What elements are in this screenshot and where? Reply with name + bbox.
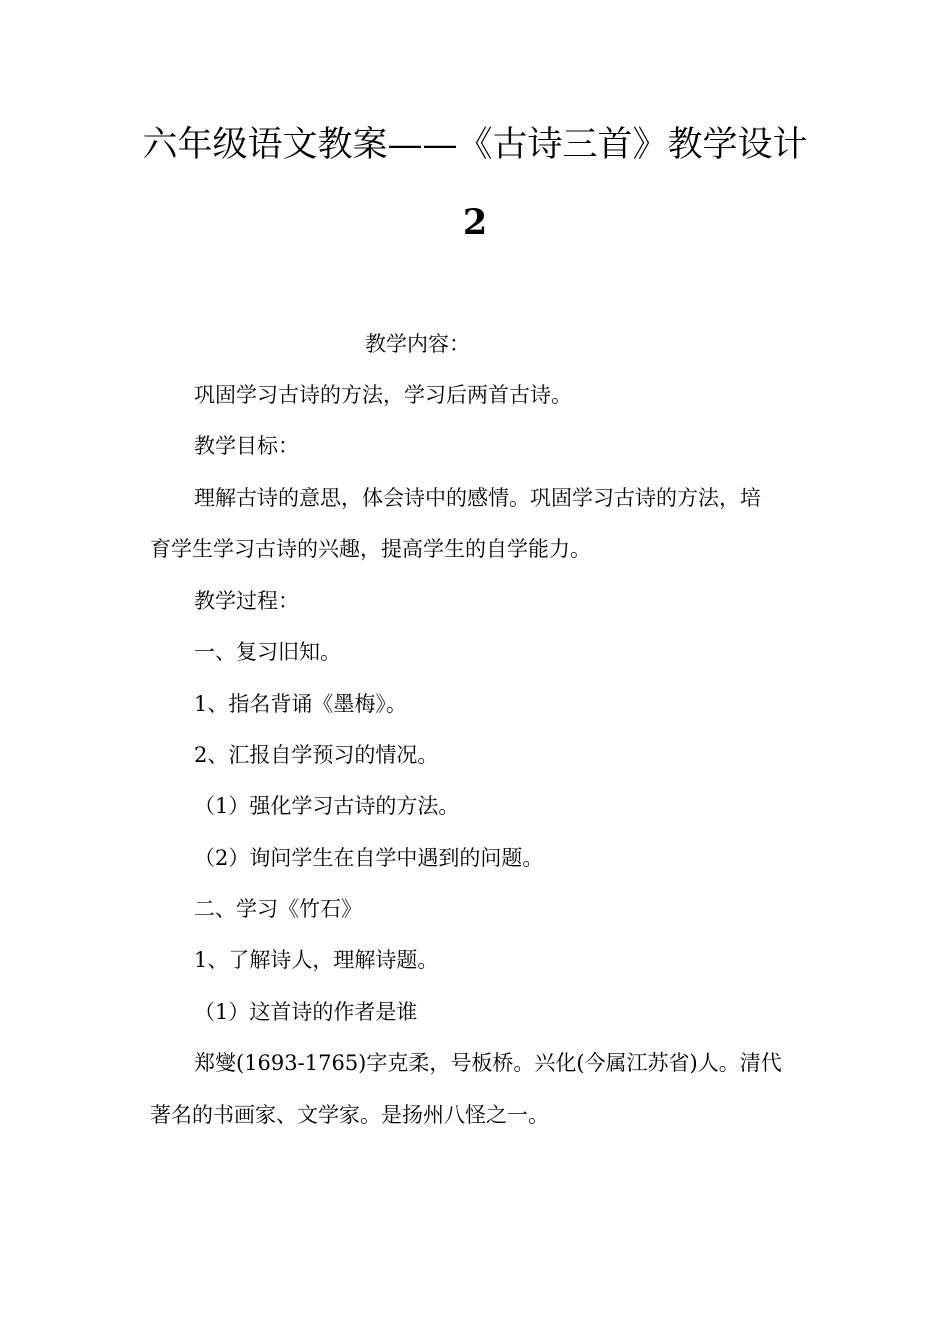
paragraph: 郑燮(1693-1765)字克柔，号板桥。兴化(今属江苏省)人。清代 [194,1051,782,1075]
list-item: 1、指名背诵《墨梅》。 [194,692,407,716]
list-item: 1、了解诗人，理解诗题。 [194,948,439,972]
list-item: （2）询问学生在自学中遇到的问题。 [194,846,544,870]
paragraph: 巩固学习古诗的方法，学习后两首古诗。 [194,383,572,407]
document-title-line-2: 2 [462,202,488,243]
paragraph-continuation: 著名的书画家、文学家。是扬州八怪之一。 [150,1103,549,1127]
section-heading-teaching-goals: 教学目标： [194,434,299,458]
list-item: 2、汇报自学预习的情况。 [194,743,439,767]
list-item: 一、复习旧知。 [194,640,341,664]
list-item: 二、学习《竹石》 [194,897,362,921]
section-heading-teaching-content: 教学内容： [365,332,470,356]
list-item: （1）这首诗的作者是谁 [194,1000,418,1024]
document-title-line-1: 六年级语文教案——《古诗三首》教学设计 [142,125,808,165]
paragraph: 理解古诗的意思，体会诗中的感情。巩固学习古诗的方法，培 [194,486,761,510]
paragraph-continuation: 育学生学习古诗的兴趣，提高学生的自学能力。 [150,537,591,561]
section-heading-teaching-process: 教学过程： [194,589,299,613]
list-item: （1）强化学习古诗的方法。 [194,794,460,818]
